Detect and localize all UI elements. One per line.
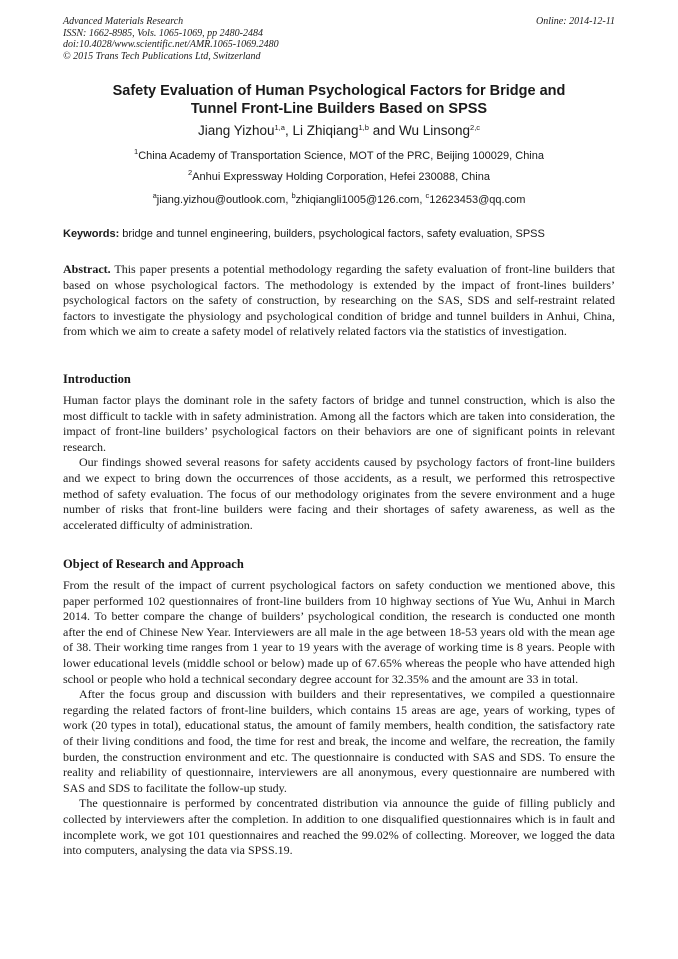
author-affil-mark: 1,a xyxy=(274,123,285,132)
email-line xyxy=(63,191,615,206)
paragraph: Our findings showed several reasons for safety accidents caused by psychology factors of front-line builders and we expect to bring down the occurrences of those accidents, as a result, we performed this retrospective method of safety evaluation. The focus of our methodology originates from the severe environment and a huge number of risks that front-line builders were facing and their shortages of safety awareness, as well as the accelerated difficulty of administration. xyxy=(63,455,615,532)
journal-header xyxy=(63,16,279,62)
email-mark: b xyxy=(291,191,296,200)
email-address: 12623453@qq.com xyxy=(429,194,526,206)
introduction-body xyxy=(63,393,615,533)
author-affil-mark: 1,b xyxy=(358,123,369,132)
author-separator: , xyxy=(284,123,293,138)
paragraph: The questionnaire is performed by concentrated distribution via announce the guide of filling publicly and collected by interviewers after the completion. In addition to one disqualified questionnaires which is in fault and incomplete work, we got 101 questionnaires and reached the 99.02% of collecting. Moreover, we logged the data into computers, analysing the data via SPSS.19. xyxy=(63,796,615,858)
copyright-line: © 2015 Trans Tech Publications Ltd, Switzerland xyxy=(63,50,261,62)
abstract xyxy=(63,262,615,340)
keywords-text: bridge and tunnel engineering, builders, psychological factors, safety evaluation, SPSS xyxy=(119,228,545,240)
email-address: jiang.yizhou@outlook.com, xyxy=(156,194,292,206)
issn-line: ISSN: 1662-8985, Vols. 1065-1069, pp 2480-2484 xyxy=(63,27,263,39)
title-line-2: Tunnel Front-Line Builders Based on SPSS xyxy=(190,101,488,117)
author-name: Li Zhiqiang xyxy=(292,123,359,138)
abstract-label: Abstract. xyxy=(63,262,111,276)
affiliation-2 xyxy=(63,168,615,183)
keywords-label: Keywords: xyxy=(63,228,120,240)
email-mark: c xyxy=(425,191,430,200)
section-heading-object: Object of Research and Approach xyxy=(63,557,244,571)
title-line-1: Safety Evaluation of Human Psychological Factors for Bridge and xyxy=(112,83,566,99)
online-date: Online: 2014-12-11 xyxy=(536,16,615,27)
affiliation-number: 1 xyxy=(134,147,139,156)
author-affil-mark: 2,c xyxy=(470,123,481,132)
journal-name: Advanced Materials Research xyxy=(63,16,184,27)
keywords xyxy=(63,228,615,240)
author-list xyxy=(63,123,615,138)
email-mark: a xyxy=(152,191,157,200)
abstract-text: This paper presents a potential methodology regarding the safety evaluation of front-line builders that based on whose psychological factors. The methodology is extended by the impact of front-lines builders’ psychological factors on the safety of construction, by researching on the SAS, SDS and self-restraint related factors to investigate the physiology and psychological condition of bridge and tunnel builders in Anhui, China, from which we aim to create a safety model of relatively related factors via the statistics of investigation. xyxy=(63,262,615,339)
author-name: Wu Linsong xyxy=(398,123,471,138)
section-heading-introduction: Introduction xyxy=(63,372,131,386)
object-body xyxy=(63,578,615,859)
affiliation-number: 2 xyxy=(188,168,193,177)
paragraph: From the result of the impact of current psychological factors on safety conduction we mentioned above, this paper performed 102 questionnaires of front-line builders from 10 highway sections of Yue Wu, Anhui in March 2014. To better compare the change of builders’ psychological condition, the research is conducted one month after the end of Chinese New Year. Interviewers are all male in the age between 18-53 years old with the mean age of 38. Their working time ranges from 1 year to 19 years with the average of working time is 8 years. People with lower educational levels (middle school or below) made up of 67.65% whereas the people who have attended high school or people who hold a technical secondary degree account for 32.35% and the amount are 33 in total. xyxy=(63,578,615,686)
affiliation-text: China Academy of Transportation Science, MOT of the PRC, Beijing 100029, China xyxy=(138,150,544,162)
paragraph: After the focus group and discussion with builders and their representatives, we compiled a questionnaire regarding the related factors of front-line builders, which contains 15 areas are age, years of working, types of work (20 types in total), educational status, the amount of family members, health condition, the satisfactory rate of their living conditions and food, the time for rest and break, the income and welfare, the recreation, the family burden, the construction environment and etc. The questionnaire is conducted with SAS and SDS. To ensure the reality and reliability of questionnaire, interviewers are all anonymous, every questionnaire are numbered with SAS and SDS to facilitate the follow-up study. xyxy=(63,687,615,795)
paper-title xyxy=(63,82,615,118)
paragraph: Human factor plays the dominant role in the safety factors of bridge and tunnel construction, which is also the most difficult to tackle with in safety administration. Among all the factors which are taken into consideration, the impact of front-line builders’ psychological factors on their behaviors are one of significant points in relevant research. xyxy=(63,393,615,454)
affiliation-text: Anhui Expressway Holding Corporation, Hefei 230088, China xyxy=(192,171,490,183)
author-separator: and xyxy=(368,123,399,138)
email-address: zhiqiangli1005@126.com, xyxy=(295,194,426,206)
doi-line: doi:10.4028/www.scientific.net/AMR.1065-1069.2480 xyxy=(63,39,279,50)
affiliation-1 xyxy=(63,147,615,162)
author-name: Jiang Yizhou xyxy=(197,123,275,138)
